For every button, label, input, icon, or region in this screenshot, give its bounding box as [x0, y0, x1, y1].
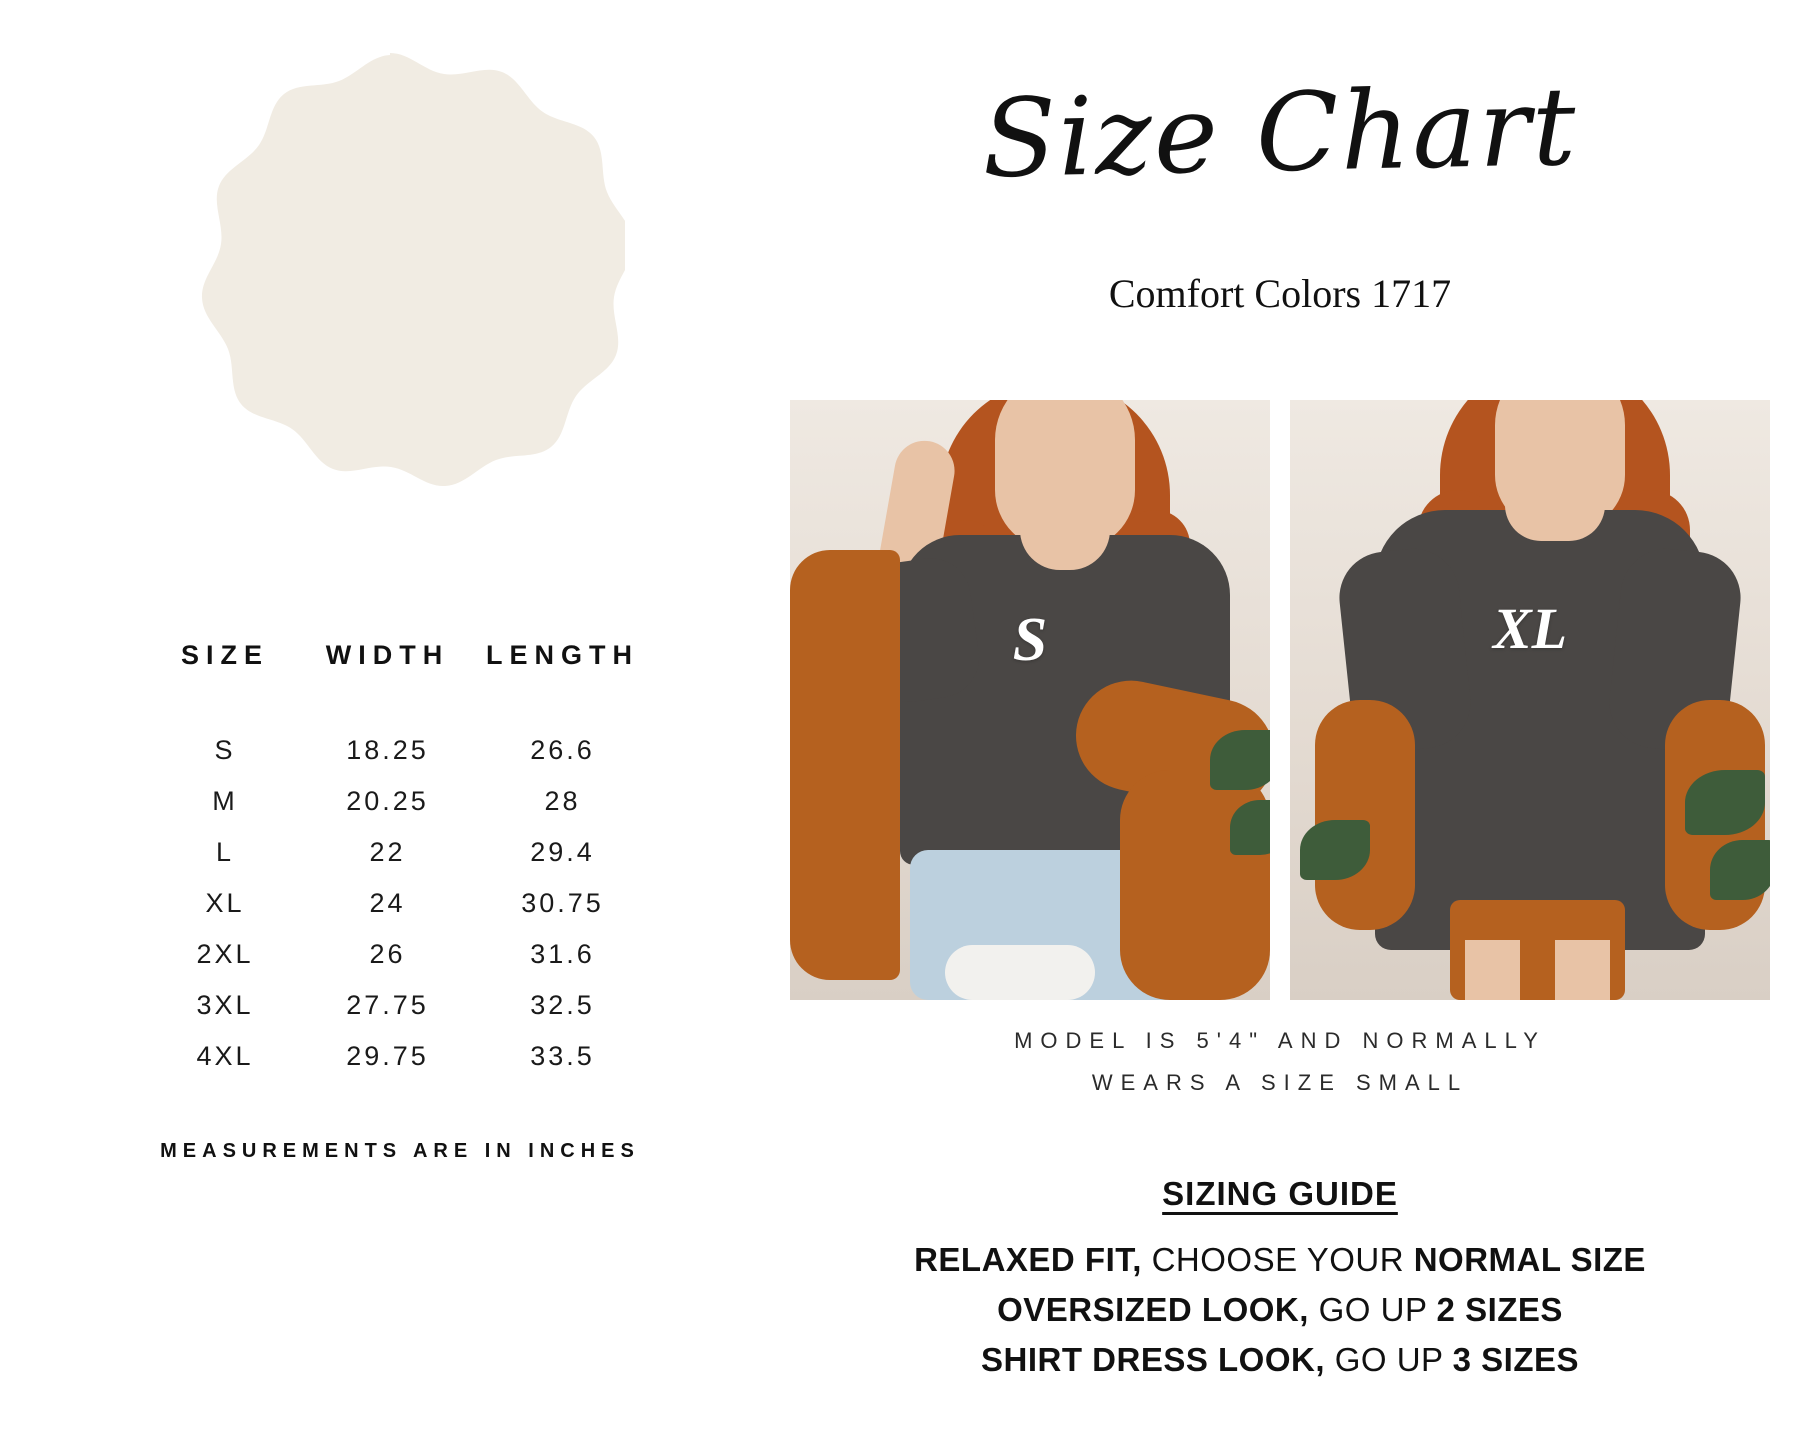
plant-leaf: [1710, 840, 1770, 900]
cell-size: 3XL: [196, 990, 254, 1020]
cell-size: S: [214, 735, 236, 765]
jacket-sleeve: [1315, 700, 1415, 930]
guide-line-2-mid: GO UP: [1318, 1291, 1427, 1328]
table-row: [150, 878, 650, 929]
cell-size: 2XL: [196, 939, 254, 969]
page-subtitle: Comfort Colors 1717: [1108, 271, 1452, 316]
plant-leaf: [1210, 730, 1270, 790]
guide-line-1-mid: CHOOSE YOUR: [1151, 1241, 1405, 1278]
table-row: [150, 776, 650, 827]
leg-shape: [1465, 940, 1520, 1000]
cell-length: 26.6: [530, 735, 595, 765]
header-size: SIZE: [180, 640, 269, 670]
cell-width: 22: [369, 837, 406, 867]
size-table-block: [150, 640, 650, 1082]
model-photo-small: [790, 400, 1270, 1000]
size-table: [150, 640, 650, 1082]
cell-width: 29.75: [346, 1041, 429, 1071]
model-photos: [780, 400, 1780, 1000]
photo-size-label: XL: [1492, 596, 1568, 661]
cell-length: 33.5: [530, 1041, 595, 1071]
right-column: [760, 0, 1800, 1440]
header-width: WIDTH: [325, 640, 450, 670]
model-photo-xl: [1290, 400, 1770, 1000]
sizing-guide-line: [760, 1335, 1800, 1385]
model-note-line-1: MODEL IS 5'4" AND NORMALLY: [1014, 1028, 1546, 1053]
plant-leaf: [1685, 770, 1765, 835]
cell-size: XL: [205, 888, 245, 918]
table-row: [150, 980, 650, 1031]
cell-length: 30.75: [521, 888, 604, 918]
cell-size: 4XL: [196, 1041, 254, 1071]
table-row: [150, 1031, 650, 1082]
cell-width: 20.25: [346, 786, 429, 816]
plant-leaf: [1300, 820, 1370, 880]
measurements-note: MEASUREMENTS ARE IN INCHES: [160, 1140, 640, 1162]
sizing-guide-line: [760, 1285, 1800, 1335]
cell-length: 32.5: [530, 990, 595, 1020]
decorative-blob-shape: [155, 45, 625, 515]
guide-line-3-strong: 3 SIZES: [1452, 1341, 1580, 1378]
table-row: [150, 725, 650, 776]
cell-width: 27.75: [346, 990, 429, 1020]
model-height-note: [760, 1020, 1800, 1104]
guide-line-1-strong: NORMAL SIZE: [1413, 1241, 1646, 1278]
model-note-line-2: WEARS A SIZE SMALL: [1091, 1070, 1469, 1095]
photo-size-label: S: [1012, 606, 1048, 674]
sizing-guide-lines: [760, 1235, 1800, 1385]
sizing-guide-line: [760, 1235, 1800, 1285]
guide-line-1-lead: RELAXED FIT,: [914, 1241, 1142, 1278]
table-row: [150, 827, 650, 878]
table-row: [150, 929, 650, 980]
sizing-guide-title: SIZING GUIDE: [1162, 1175, 1398, 1212]
cell-width: 24: [369, 888, 406, 918]
guide-line-2-lead: OVERSIZED LOOK,: [997, 1291, 1309, 1328]
cell-length: 28: [544, 786, 581, 816]
table-header-row: [150, 640, 650, 725]
cell-width: 18.25: [346, 735, 429, 765]
cell-width: 26: [369, 939, 406, 969]
guide-line-3-mid: GO UP: [1334, 1341, 1443, 1378]
cell-size: L: [215, 837, 235, 867]
cell-length: 31.6: [530, 939, 595, 969]
leg-shape: [1555, 940, 1610, 1000]
page-title: Size Chart: [981, 64, 1579, 203]
cell-size: M: [212, 786, 238, 816]
shoe-shape: [945, 945, 1095, 1000]
cell-length: 29.4: [530, 837, 595, 867]
guide-line-3-lead: SHIRT DRESS LOOK,: [980, 1341, 1326, 1378]
left-column: [0, 0, 760, 1440]
guide-line-2-strong: 2 SIZES: [1436, 1291, 1563, 1328]
header-length: LENGTH: [486, 640, 639, 670]
